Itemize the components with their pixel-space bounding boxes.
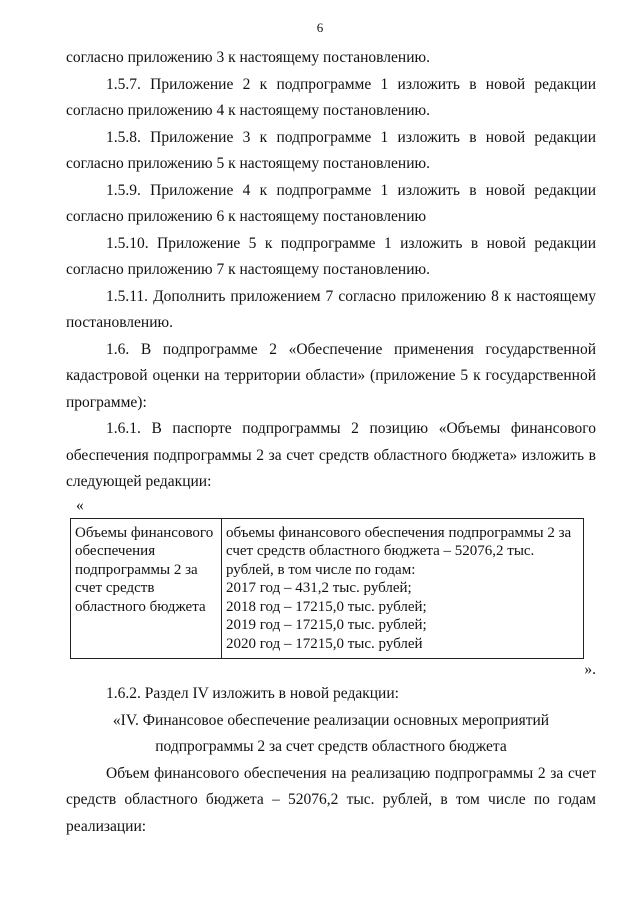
- funding-year-2017: 2017 год – 431,2 тыс. рублей;: [226, 580, 412, 596]
- document-body: [66, 45, 596, 840]
- passport-table: [70, 518, 584, 660]
- table-row: [71, 518, 584, 659]
- paragraph-1-5-11: 1.5.11. Дополнить приложением 7 согласно приложению 8 к настоящему постановлению.: [66, 287, 596, 331]
- funding-total-text: объемы финансового обеспечения подпрограммы 2 за счет средств областного бюджета – 52076,2 тыс. рублей, в том числе по годам:: [226, 524, 572, 578]
- paragraph-continuation: согласно приложению 3 к настоящему постановлению.: [66, 49, 430, 66]
- quote-close-mark: ».: [584, 661, 596, 678]
- funding-year-2019: 2019 год – 17215,0 тыс. рублей;: [226, 617, 427, 633]
- paragraph-1-5-8: 1.5.8. Приложение 3 к подпрограмме 1 изложить в новой редакции согласно приложению 5 к настоящему постановлению.: [66, 128, 596, 172]
- paragraph-1-5-9: 1.5.9. Приложение 4 к подпрограмме 1 изложить в новой редакции согласно приложению 6 к настоящему постановлению: [66, 181, 596, 225]
- paragraph-1-6-1: 1.6.1. В паспорте подпрограммы 2 позицию «Объемы финансового обеспечения подпрограммы 2 за счет средств областного бюджета» изложить в следующей редакции:: [66, 420, 596, 490]
- paragraph-1-6: 1.6. В подпрограмме 2 «Обеспечение применения государственной кадастровой оценки на территории области» (приложение 5 к государственной программе):: [66, 340, 596, 411]
- paragraph-funding-volume: Объем финансового обеспечения на реализацию подпрограммы 2 за счет средств областного бюджета – 52076,2 тыс. рублей, в том числе по годам реализации:: [66, 764, 596, 835]
- paragraph-1-5-10: 1.5.10. Приложение 5 к подпрограмме 1 изложить в новой редакции согласно приложению 7 к настоящему постановлению.: [66, 234, 596, 278]
- paragraph-1-6-2: 1.6.2. Раздел IV изложить в новой редакции:: [106, 685, 399, 702]
- section-heading-line-2: подпрограммы 2 за счет средств областного бюджета: [155, 738, 507, 755]
- paragraph-1-5-7: 1.5.7. Приложение 2 к подпрограмме 1 изложить в новой редакции согласно приложению 4 к настоящему постановлению.: [66, 75, 596, 119]
- funding-year-2020: 2020 год – 17215,0 тыс. рублей: [226, 635, 423, 652]
- section-heading-line-1: «IV. Финансовое обеспечение реализации основных мероприятий: [112, 711, 550, 729]
- page-number: 6: [316, 20, 324, 35]
- table-cell-value: [222, 518, 584, 659]
- funding-year-2018: 2018 год – 17215,0 тыс. рублей;: [226, 598, 427, 615]
- table-cell-label: Объемы финансового обеспечения подпрограммы 2 за счет средств областного бюджета: [71, 518, 222, 659]
- quote-open-mark: «: [76, 496, 84, 514]
